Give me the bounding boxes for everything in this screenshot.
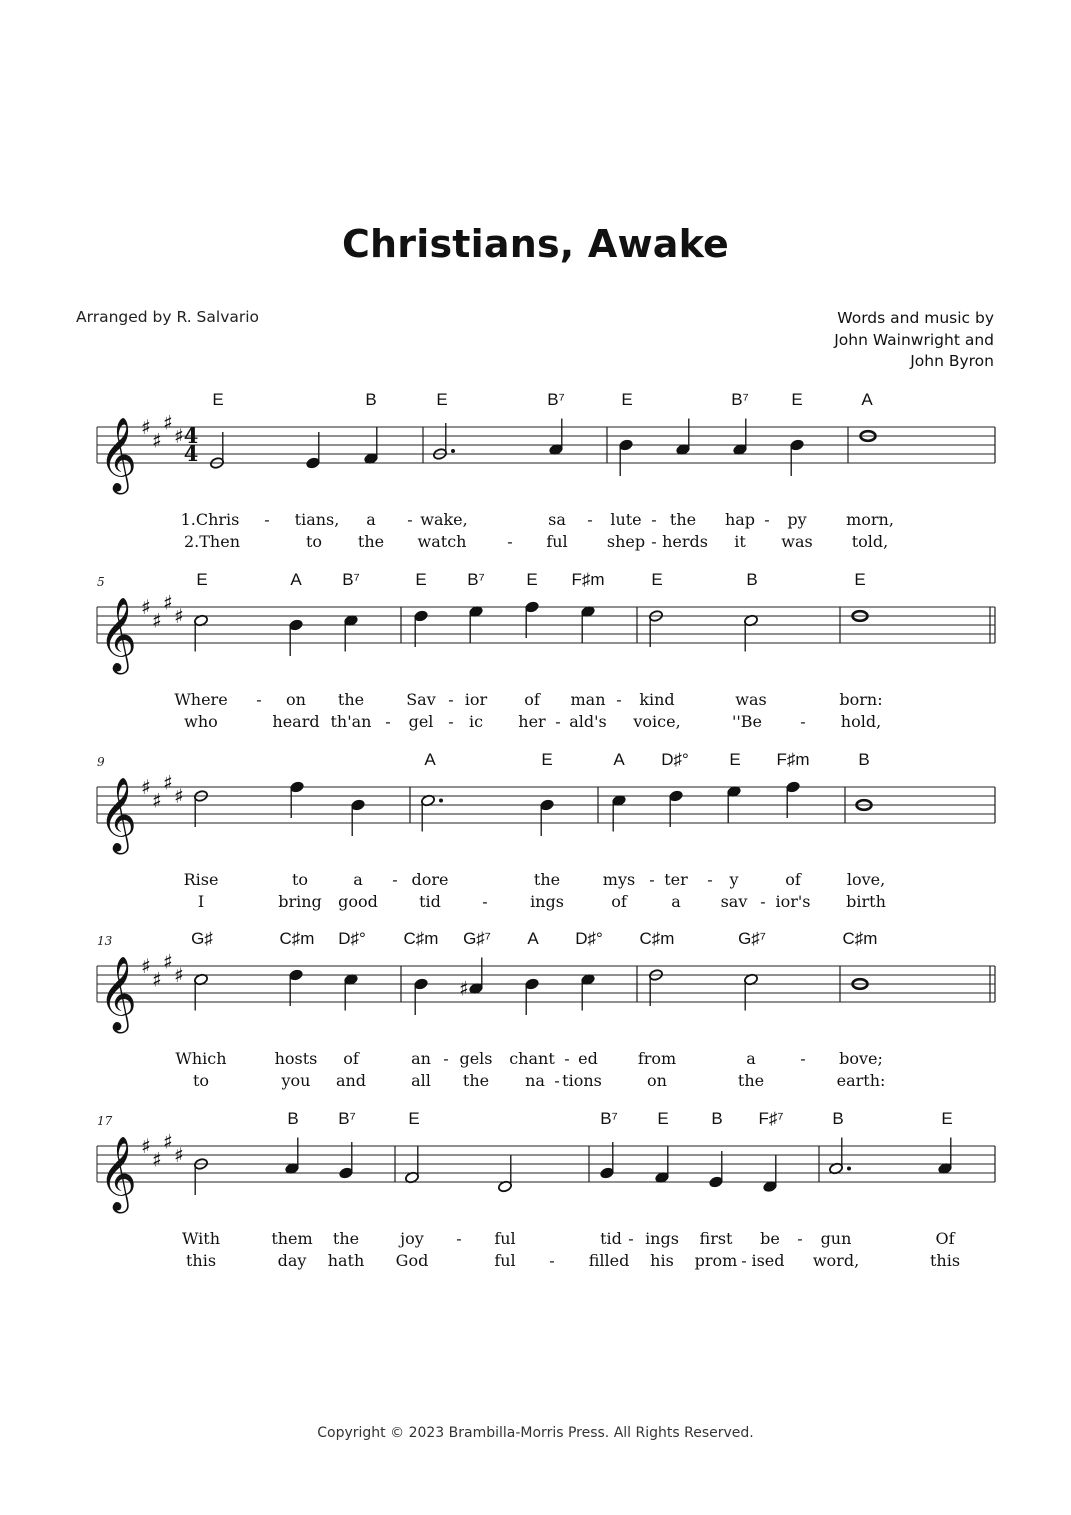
key-signature-sharp: ♯ [163, 770, 173, 795]
lyric-verse-2: the [737, 1071, 765, 1090]
chord-symbol: B [858, 750, 870, 769]
lyric-verse-1: sa [548, 510, 566, 529]
lyric-verse-1: With [181, 1229, 221, 1248]
chord-symbol: B⁷ [600, 1109, 618, 1128]
chord-symbol: A [290, 570, 302, 589]
lyric-verse-2: earth: [836, 1071, 886, 1090]
lyric-verse-1: Of [935, 1229, 955, 1248]
lyric-verse-2: - [741, 1251, 747, 1270]
lyric-verse-1: born: [839, 690, 883, 709]
measure-number: 17 [97, 1114, 113, 1128]
chord-symbol: B⁷ [547, 390, 565, 409]
lyric-verse-1: - [392, 870, 398, 889]
lyric-verse-2: told, [851, 532, 889, 551]
lyric-verse-1: dore [411, 870, 449, 889]
lyric-verse-1: the [337, 690, 365, 709]
chord-symbol: D♯° [661, 750, 689, 769]
lyric-verse-2: on [647, 1071, 667, 1090]
lyric-verse-2: - [555, 712, 561, 731]
chord-symbol: D♯° [575, 929, 603, 948]
lyric-verse-2: filled [588, 1251, 630, 1270]
augmentation-dot [451, 449, 455, 453]
lyric-verse-1: the [669, 510, 697, 529]
lyric-verse-1: Sav [406, 690, 436, 709]
lyric-verse-2: na [525, 1071, 545, 1090]
lyric-verse-2: good [338, 892, 378, 911]
lyric-verse-2: - [554, 1071, 560, 1090]
treble-clef-icon: 𝄞 [99, 418, 137, 492]
lyric-verse-2: God [395, 1251, 429, 1270]
measure-number: 9 [97, 755, 105, 769]
lyric-verse-1: - [628, 1229, 634, 1248]
chord-symbol: D♯° [338, 929, 366, 948]
lyric-verse-2: day [277, 1251, 307, 1270]
treble-clef-icon: 𝄞 [99, 778, 137, 852]
chord-symbol: A [527, 929, 539, 948]
lyric-verse-1: a [746, 1049, 756, 1068]
lyric-verse-2: - [760, 892, 766, 911]
key-signature-sharp: ♯ [152, 967, 162, 992]
chord-symbol: F♯⁷ [758, 1109, 784, 1128]
chord-symbol: E [651, 570, 663, 589]
lyric-verse-2: all [411, 1071, 431, 1090]
accidental-sharp: ♯ [459, 976, 469, 1001]
chord-symbol: E [791, 390, 803, 409]
lyric-verse-1: bove; [839, 1049, 883, 1068]
chord-symbol: B [746, 570, 758, 589]
lyric-verse-2: word, [812, 1251, 860, 1270]
lyric-verse-1: - [800, 1049, 806, 1068]
chord-symbol: E [408, 1109, 420, 1128]
lyric-verse-1: them [271, 1229, 313, 1248]
chord-symbol: A [861, 390, 873, 409]
chord-symbol: F♯m [776, 750, 810, 769]
key-signature-sharp: ♯ [174, 1143, 184, 1167]
lyric-verse-1: was [735, 690, 767, 709]
chord-symbol: E [729, 750, 741, 769]
chord-symbol: B⁷ [342, 570, 360, 589]
lyric-verse-1: y [729, 870, 739, 889]
lyric-verse-2: his [650, 1251, 674, 1270]
key-signature-sharp: ♯ [152, 788, 162, 813]
lyric-verse-1: a [366, 510, 376, 529]
lyric-verse-1: man [570, 690, 606, 709]
lyric-verse-2: the [357, 532, 385, 551]
key-signature-sharp: ♯ [141, 954, 151, 978]
lyric-verse-2: sav [720, 892, 748, 911]
key-signature-sharp: ♯ [163, 410, 173, 435]
lyric-verse-1: chant [509, 1049, 555, 1068]
lyric-verse-1: 1.Chris [180, 510, 240, 529]
lyric-verse-1: gels [459, 1049, 493, 1068]
lyric-verse-2: ''Be [731, 712, 763, 731]
lyric-verse-1: gun [820, 1229, 852, 1248]
lyric-verse-2: to [305, 532, 323, 551]
lyric-verse-2: - [507, 532, 513, 551]
lyric-verse-1: py [787, 510, 807, 529]
time-signature-top: 4 [183, 423, 199, 448]
augmentation-dot [439, 799, 443, 803]
key-signature-sharp: ♯ [174, 424, 184, 448]
lyric-verse-2: who [184, 712, 218, 731]
key-signature-sharp: ♯ [141, 415, 151, 439]
lyric-verse-2: ised [751, 1251, 785, 1270]
lyric-verse-2: birth [846, 892, 886, 911]
lyric-verse-1: of [524, 690, 540, 709]
lyric-verse-2: this [185, 1251, 217, 1270]
chord-symbol: B⁷ [338, 1109, 356, 1128]
chord-symbol: E [436, 390, 448, 409]
lyric-verse-1: the [533, 870, 561, 889]
lyric-verse-1: an [411, 1049, 431, 1068]
key-signature-sharp: ♯ [141, 595, 151, 619]
credit-line: John Byron [910, 352, 994, 370]
chord-symbol: E [196, 570, 208, 589]
treble-clef-icon: 𝄞 [99, 1137, 137, 1211]
lyric-verse-1: Rise [183, 870, 219, 889]
lyric-verse-1: - [443, 1049, 449, 1068]
chord-symbol: B [365, 390, 377, 409]
lyric-verse-2: watch [417, 532, 467, 551]
lyric-verse-2: ald's [569, 712, 607, 731]
lyric-verse-1: a [353, 870, 363, 889]
chord-symbol: C♯m [842, 929, 878, 948]
lyric-verse-1: the [332, 1229, 360, 1248]
lyric-verse-1: - [764, 510, 770, 529]
lyric-verse-1: - [616, 690, 622, 709]
lyric-verse-2: - [385, 712, 391, 731]
lyric-verse-2: hath [327, 1251, 365, 1270]
key-signature-sharp: ♯ [163, 1129, 173, 1154]
chord-symbol: C♯m [403, 929, 439, 948]
chord-symbol: E [621, 390, 633, 409]
lyric-verse-1: wake, [420, 510, 468, 529]
lyric-verse-1: ings [645, 1229, 679, 1248]
chord-symbol: E [854, 570, 866, 589]
lyric-verse-2: 2.Then [183, 532, 241, 551]
key-signature-sharp: ♯ [141, 1134, 151, 1158]
lyric-verse-2: a [671, 892, 681, 911]
time-signature-bottom: 4 [183, 441, 199, 466]
chord-symbol: E [526, 570, 538, 589]
lyric-verse-1: from [637, 1049, 677, 1068]
lyric-verse-1: be [760, 1229, 780, 1248]
chord-symbol: B [711, 1109, 723, 1128]
lyric-verse-1: joy [400, 1229, 424, 1248]
chord-symbol: C♯m [279, 929, 315, 948]
lyric-verse-2: to [192, 1071, 210, 1090]
chord-symbol: E [657, 1109, 669, 1128]
lyric-verse-1: - [407, 510, 413, 529]
lyric-verse-1: Which [175, 1049, 227, 1068]
lyric-verse-1: hosts [274, 1049, 318, 1068]
lyric-verse-2: - [448, 712, 454, 731]
key-signature-sharp: ♯ [174, 963, 184, 987]
lyric-verse-1: love, [846, 870, 886, 889]
lyric-verse-1: - [649, 870, 655, 889]
measure-number: 13 [97, 934, 113, 948]
key-signature-sharp: ♯ [152, 1147, 162, 1172]
lyric-verse-2: - [482, 892, 488, 911]
lyric-verse-2: was [781, 532, 813, 551]
key-signature-sharp: ♯ [174, 604, 184, 628]
chord-symbol: F♯m [571, 570, 605, 589]
lyric-verse-1: kind [639, 690, 675, 709]
lyric-verse-1: to [291, 870, 309, 889]
chord-symbol: C♯m [639, 929, 675, 948]
key-signature-sharp: ♯ [152, 428, 162, 453]
arranger-credit: Arranged by R. Salvario [76, 308, 260, 326]
lyric-verse-2: tions [562, 1071, 602, 1090]
lyric-verse-1: ful [494, 1229, 516, 1248]
lyric-verse-2: ful [494, 1251, 516, 1270]
lyric-verse-1: Where [174, 690, 228, 709]
chord-symbol: E [941, 1109, 953, 1128]
chord-symbol: A [613, 750, 625, 769]
lyric-verse-2: shep [606, 532, 646, 551]
lyric-verse-2: you [281, 1071, 311, 1090]
treble-clef-icon: 𝄞 [99, 598, 137, 672]
lyric-verse-1: - [707, 870, 713, 889]
lyric-verse-2: ic [468, 712, 484, 731]
lyric-verse-2: gel [408, 712, 434, 731]
credit-line: John Wainwright and [834, 330, 994, 349]
lyric-verse-2: heard [272, 712, 320, 731]
chord-symbol: A [424, 750, 436, 769]
lyric-verse-1: - [564, 1049, 570, 1068]
lyric-verse-1: tians, [294, 510, 340, 529]
lyric-verse-2: th'an [330, 712, 372, 731]
key-signature-sharp: ♯ [141, 775, 151, 799]
page-title: Christians, Awake [341, 222, 730, 266]
lyric-verse-2: of [611, 892, 627, 911]
key-signature-sharp: ♯ [152, 608, 162, 633]
copyright-notice: Copyright © 2023 Brambilla-Morris Press. All Rights Reserved. [317, 1425, 754, 1441]
lyric-verse-2: I [197, 892, 205, 911]
lyric-verse-1: - [651, 510, 657, 529]
lyric-verse-2: bring [278, 892, 322, 911]
lyric-verse-1: ter [664, 870, 688, 889]
chord-symbol: B [287, 1109, 299, 1128]
lyric-verse-2: - [549, 1251, 555, 1270]
chord-symbol: G♯⁷ [463, 929, 491, 948]
lyric-verse-2: voice, [633, 712, 681, 731]
lyric-verse-1: - [587, 510, 593, 529]
lyric-verse-1: ior [464, 690, 488, 709]
measure-number: 5 [97, 575, 105, 589]
chord-symbol: E [415, 570, 427, 589]
lyric-verse-2: - [800, 712, 806, 731]
chord-symbol: B⁷ [467, 570, 485, 589]
key-signature-sharp: ♯ [163, 590, 173, 615]
lyric-verse-2: prom [694, 1251, 738, 1270]
lyric-verse-2: herds [662, 532, 708, 551]
lyric-verse-2: and [335, 1071, 367, 1090]
lyric-verse-1: mys [602, 870, 636, 889]
lyric-verse-2: it [734, 532, 746, 551]
lyric-verse-2: her [518, 712, 546, 731]
key-signature-sharp: ♯ [174, 784, 184, 808]
lyric-verse-1: lute [610, 510, 642, 529]
lyric-verse-1: first [699, 1229, 733, 1248]
lyric-verse-1: morn, [846, 510, 894, 529]
lyric-verse-2: ful [546, 532, 568, 551]
treble-clef-icon: 𝄞 [99, 957, 137, 1031]
chord-symbol: E [212, 390, 224, 409]
lyric-verse-1: tid [600, 1229, 622, 1248]
lyric-verse-1: - [256, 690, 262, 709]
key-signature-sharp: ♯ [163, 949, 173, 974]
lyric-verse-1: ed [578, 1049, 598, 1068]
lyric-verse-1: - [448, 690, 454, 709]
augmentation-dot [847, 1167, 851, 1171]
lyric-verse-2: ings [530, 892, 564, 911]
lyric-verse-1: - [797, 1229, 803, 1248]
lyric-verse-2: ior's [775, 892, 811, 911]
credit-line: Words and music by [837, 309, 994, 327]
lyric-verse-2: this [929, 1251, 961, 1270]
lyric-verse-1: hap [724, 510, 756, 529]
lyric-verse-2: tid [419, 892, 441, 911]
chord-symbol: G♯⁷ [738, 929, 766, 948]
lyric-verse-2: hold, [840, 712, 882, 731]
chord-symbol: B [832, 1109, 844, 1128]
lyric-verse-2: the [462, 1071, 490, 1090]
lyric-verse-1: on [286, 690, 306, 709]
lyric-verse-1: of [343, 1049, 359, 1068]
chord-symbol: E [541, 750, 553, 769]
lyric-verse-2: - [651, 532, 657, 551]
lyric-verse-1: - [456, 1229, 462, 1248]
lyric-verse-1: of [785, 870, 801, 889]
chord-symbol: B⁷ [731, 390, 749, 409]
lyric-verse-1: - [264, 510, 270, 529]
chord-symbol: G♯ [191, 929, 213, 948]
